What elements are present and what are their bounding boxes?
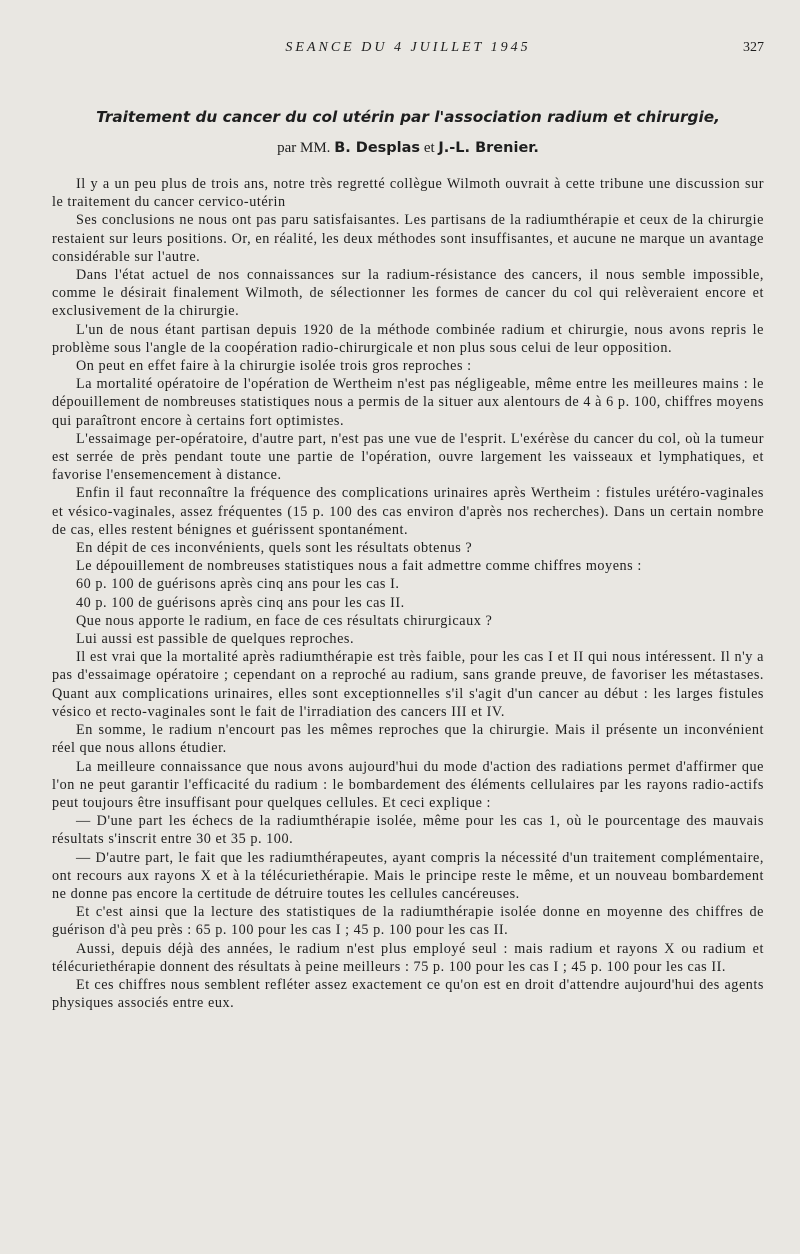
paragraph: Et c'est ainsi que la lecture des statistiques de la radiumthérapie isolée donne en moyenne des chiffres de guérison d'à peu près : 65 p. 100 pour les cas I ; 45 p. 100 pour les cas II. (52, 904, 764, 939)
byline-prefix: par MM. (277, 140, 331, 156)
paragraph: Il est vrai que la mortalité après radiumthérapie est très faible, pour les cas I et II qui nous intéressent. Il n'y a pas d'essaimage opératoire ; cependant on a reproché au radium, sans grande preuve, de favoriser les métastases. Quant aux complications urinaires, elles sont exceptionnelles s'il s'agit d'un cancer au début : les larges fistules vésico et recto-vaginales sont le fait de l'irradiation des cancers III et IV. (52, 649, 764, 720)
article-title: Traitement du cancer du col utérin par l'association radium et chirurgie, (96, 108, 720, 126)
paragraph: La mortalité opératoire de l'opération de Wertheim n'est pas négligeable, même entre les meilleures mains : le dépouillement de nombreuses statistiques nous a permis de la situer aux alentours de 4 à 6 p. 100, chiffres moyens qui paraîtront encore à certains fort optimistes. (52, 376, 764, 429)
page-number: 327 (743, 40, 764, 55)
paragraph: — D'une part les échecs de la radiumthérapie isolée, même pour les cas 1, où le pourcentage des mauvais résultats s'inscrit entre 30 et 35 p. 100. (52, 813, 764, 848)
paragraph: Le dépouillement de nombreuses statistiques nous a fait admettre comme chiffres moyens : (76, 558, 642, 575)
paragraph: La meilleure connaissance que nous avons aujourd'hui du mode d'action des radiations permet d'affirmer que l'on ne peut garantir l'efficacité du radium : le bombardement des éléments cellulaires par les rayons radio-actifs peut toujours être insuffisant pour quelques cellules. Et ceci explique : (52, 758, 764, 811)
result-line: 40 p. 100 de guérisons après cinq ans pour les cas II. (76, 594, 405, 611)
paragraph: — D'autre part, le fait que les radiumthérapeutes, ayant compris la nécessité d'un traitement complémentaire, ont recours aux rayons X et à la télécuriethérapie. Mais le principe reste le même, et un nouveau bombardement ne donne pas encore la certitude de détruire toutes les cellules cancéreuses. (52, 849, 764, 902)
paragraph: Dans l'état actuel de nos connaissances sur la radium-résistance des cancers, il nous semble impossible, comme le désirait finalement Wilmoth, de sélectionner les formes de cancer du col qui relèveraient encore et exclusivement de la chirurgie. (52, 267, 764, 320)
byline (52, 140, 764, 157)
author-brenier: J.-L. Brenier. (438, 140, 539, 156)
byline-and: et (423, 140, 435, 156)
paragraph: L'essaimage per-opératoire, d'autre part, n'est pas une vue de l'esprit. L'exérèse du cancer du col, où la tumeur est serrée de près pendant toute une partie de l'opération, ouvre largement les vaisseaux et lymphatiques, et favorise l'ensemencement à distance. (52, 430, 764, 484)
paragraph: En somme, le radium n'encourt pas les mêmes reproches que la chirurgie. Mais il présente un inconvénient réel que nous allons étudier. (52, 722, 764, 757)
paragraph: On peut en effet faire à la chirurgie isolée trois gros reproches : (76, 358, 472, 375)
article-body (52, 175, 764, 1012)
author-desplas: B. Desplas (334, 140, 421, 156)
paragraph: En dépit de ces inconvénients, quels sont les résultats obtenus ? (76, 540, 473, 557)
result-line: 60 p. 100 de guérisons après cinq ans pour les cas I. (76, 576, 400, 593)
paragraph: Que nous apporte le radium, en face de ces résultats chirurgicaux ? (76, 612, 493, 629)
paragraph: Il y a un peu plus de trois ans, notre très regretté collègue Wilmoth ouvrait à cette tribune une discussion sur le traitement du cancer cervico-utérin (52, 176, 764, 211)
running-head (52, 40, 764, 64)
paragraph: Enfin il faut reconnaître la fréquence des complications urinaires après Wertheim : fistules urétéro-vaginales et vésico-vaginales, assez fréquentes (15 p. 100 des cas environ d'après nos recherches). Dans un certain nombre de cas, elles restent bénignes et guérissent spontanément. (52, 485, 764, 538)
running-title: SEANCE DU 4 JUILLET 1945 (285, 40, 531, 55)
paragraph: Aussi, depuis déjà des années, le radium n'est plus employé seul : mais radium et rayons X ou radium et télécuriethérapie donnent des résultats à peine meilleurs : 75 p. 100 pour les cas I ; 45 p. 100 pour les cas II. (52, 940, 764, 975)
paragraph: Ses conclusions ne nous ont pas paru satisfaisantes. Les partisans de la radiumthérapie et ceux de la chirurgie restaient sur leurs positions. Or, en réalité, les deux méthodes sont insuffisantes, et aucune ne marque un avantage considérable sur l'autre. (52, 212, 764, 265)
paragraph: Et ces chiffres nous semblent refléter assez exactement ce qu'on est en droit d'attendre aujourd'hui des agents physiques associés entre eux. (52, 976, 764, 1012)
paragraph: L'un de nous étant partisan depuis 1920 de la méthode combinée radium et chirurgie, nous avons repris le problème sous l'angle de la coopération radio-chirurgicale et non plus sous celui de leur opposition. (52, 321, 764, 356)
paragraph: Lui aussi est passible de quelques reproches. (76, 631, 355, 648)
